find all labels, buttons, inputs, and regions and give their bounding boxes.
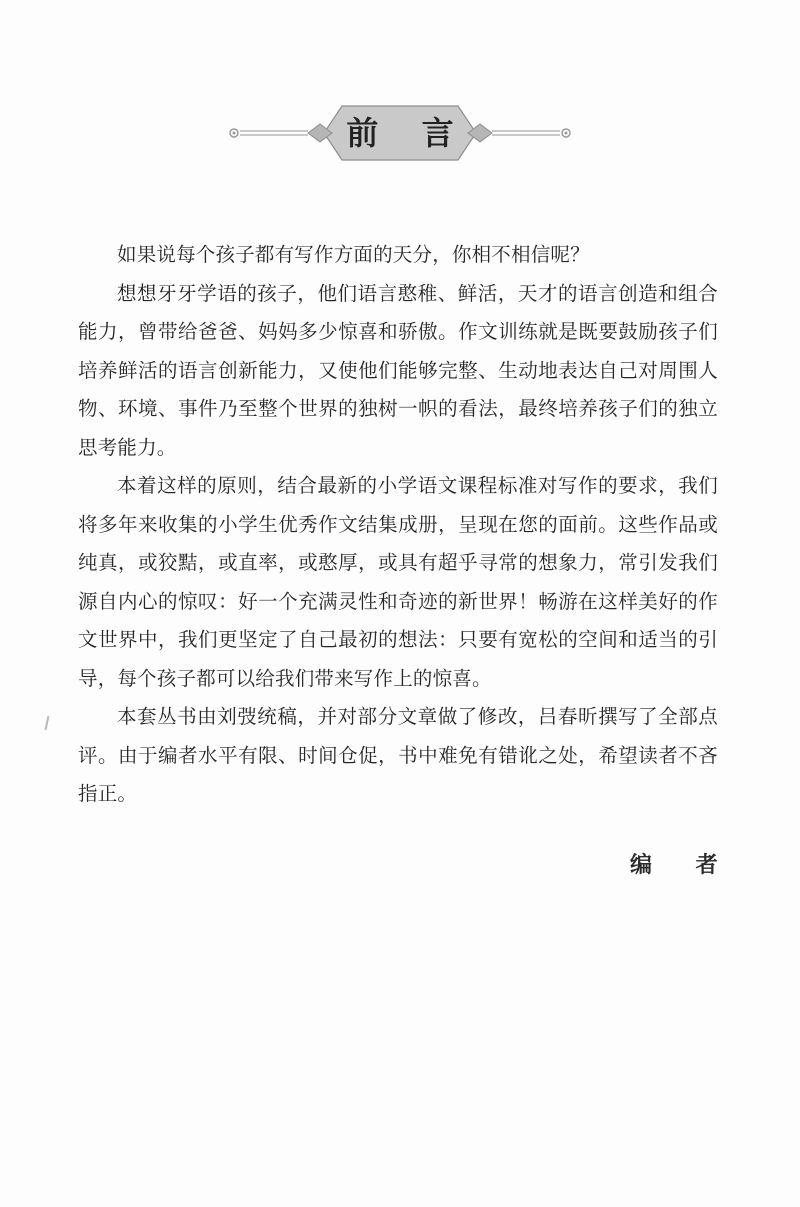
paragraph-1: 如果说每个孩子都有写作方面的天分，你相不相信呢？ — [117, 243, 590, 266]
preface-body — [78, 236, 718, 814]
paragraph-2: 想想牙牙学语的孩子，他们语言憨稚、鲜活，天才的语言创造和组合能力，曾带给爸爸、妈妈多少惊喜和骄傲。作文训练就是既要鼓励孩子们培养鲜活的语言创新能力，又使他们能够完整、生动地表达自己对周围人物、环境、事件乃至整个世界的独树一帜的看法，最终培养孩子们的独立思考能力。 — [78, 281, 718, 459]
signature: 编 者 — [630, 852, 736, 878]
scan-mark — [45, 716, 50, 730]
page-title: 前 言 — [346, 114, 470, 152]
title-banner — [220, 102, 580, 164]
paragraph-4: 本套丛书由刘弢统稿，并对部分文章做了修改，吕春昕撰写了全部点评。由于编者水平有限、时间仓促，书中难免有错讹之处，希望读者不吝指正。 — [78, 705, 718, 805]
paragraph-3: 本着这样的原则，结合最新的小学语文课程标准对写作的要求，我们将多年来收集的小学生优秀作文结集成册，呈现在您的面前。这些作品或纯真，或狡黠，或直率，或憨厚，或具有超乎寻常的想象力，常引发我们源自内心的惊叹：好一个充满灵性和奇迹的新世界！畅游在这样美好的作文世界中，我们更坚定了自己最初的想法：只要有宽松的空间和适当的引导，每个孩子都可以给我们带来写作上的惊喜。 — [78, 474, 718, 690]
